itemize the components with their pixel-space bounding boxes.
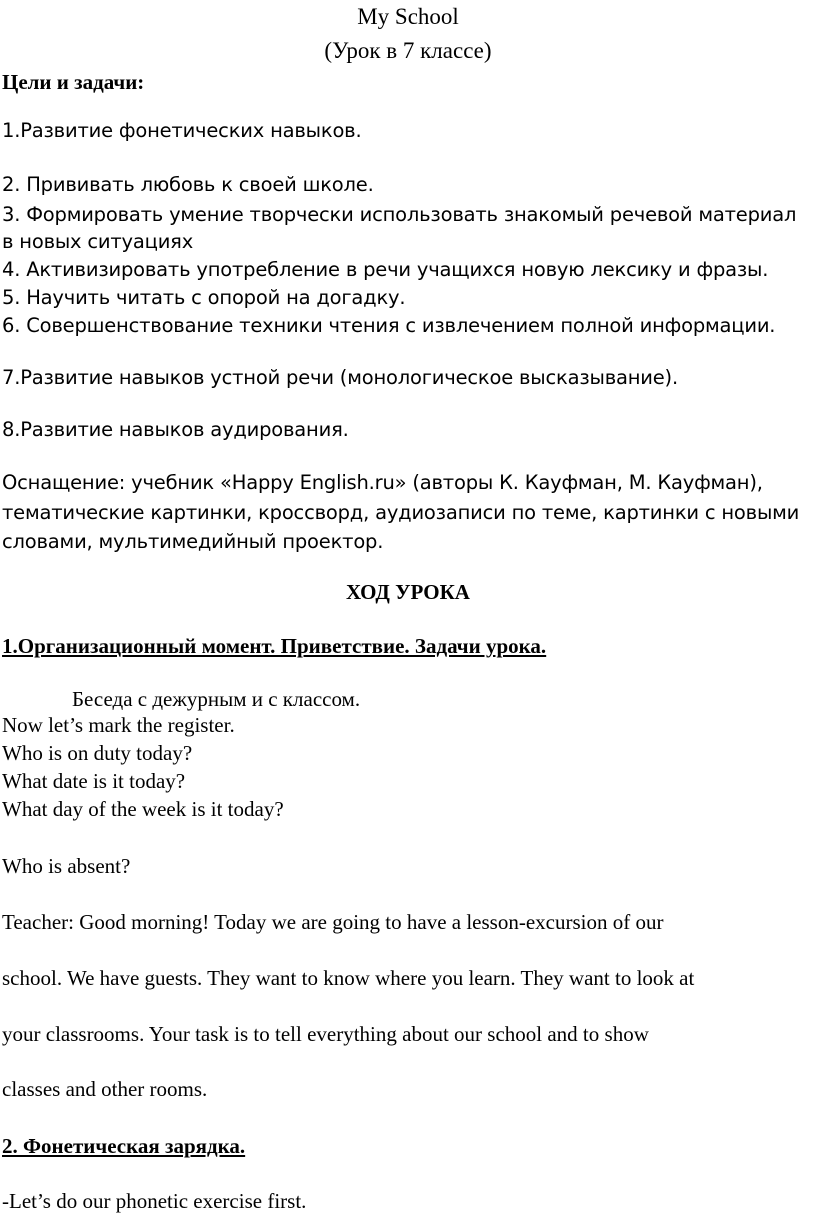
teacher-line: school. We have guests. They want to know where you learn. They want to look at <box>2 966 695 990</box>
teacher-line: your classrooms. Your task is to tell everything about our school and to show <box>2 1022 649 1046</box>
goal-item: 3. Формировать умение творчески использовать знакомый речевой материал <box>2 203 797 226</box>
teacher-line: Teacher: Good morning! Today we are going to have a lesson-excursion of our <box>2 910 664 934</box>
section-2-heading: 2. Фонетическая зарядка. <box>2 1134 246 1158</box>
register-line: What date is it today? <box>2 769 186 793</box>
equipment-line: словами, мультимедийный проектор. <box>2 530 384 553</box>
absent-line: Who is absent? <box>2 854 131 878</box>
goal-item-continuation: в новых ситуациях <box>2 230 194 253</box>
document-subtitle: (Урок в 7 классе) <box>324 38 492 63</box>
goal-item: 6. Совершенствование техники чтения с извлечением полной информации. <box>2 314 776 337</box>
goal-item: 5. Научить читать с опорой на догадку. <box>2 286 406 309</box>
goal-item: 2. Прививать любовь к своей школе. <box>2 173 374 196</box>
register-line: Now let’s mark the register. <box>2 713 235 737</box>
goal-item: 4. Активизировать употребление в речи учащихся новую лексику и фразы. <box>2 258 769 281</box>
teacher-line: classes and other rooms. <box>2 1077 208 1101</box>
goals-heading: Цели и задачи: <box>2 70 145 94</box>
equipment-line: Оснащение: учебник «Happy English.ru» (авторы К. Кауфман, М. Кауфман), <box>2 471 763 494</box>
section-1-heading: 1.Организационный момент. Приветствие. Задачи урока. <box>2 634 547 658</box>
document-title: My School <box>357 4 459 29</box>
conversation-intro: Беседа с дежурным и с классом. <box>72 687 361 711</box>
lesson-heading: ХОД УРОКА <box>346 580 470 604</box>
goal-item: 8.Развитие навыков аудирования. <box>2 418 349 441</box>
goal-item: 1.Развитие фонетических навыков. <box>2 119 362 142</box>
goal-item: 7.Развитие навыков устной речи (монологическое высказывание). <box>2 366 678 389</box>
register-line: Who is on duty today? <box>2 741 193 765</box>
register-line: What day of the week is it today? <box>2 797 284 821</box>
equipment-line: тематические картинки, кроссворд, аудиозаписи по теме, картинки с новыми <box>2 501 800 524</box>
phonetic-line: -Let’s do our phonetic exercise first. <box>2 1189 307 1213</box>
